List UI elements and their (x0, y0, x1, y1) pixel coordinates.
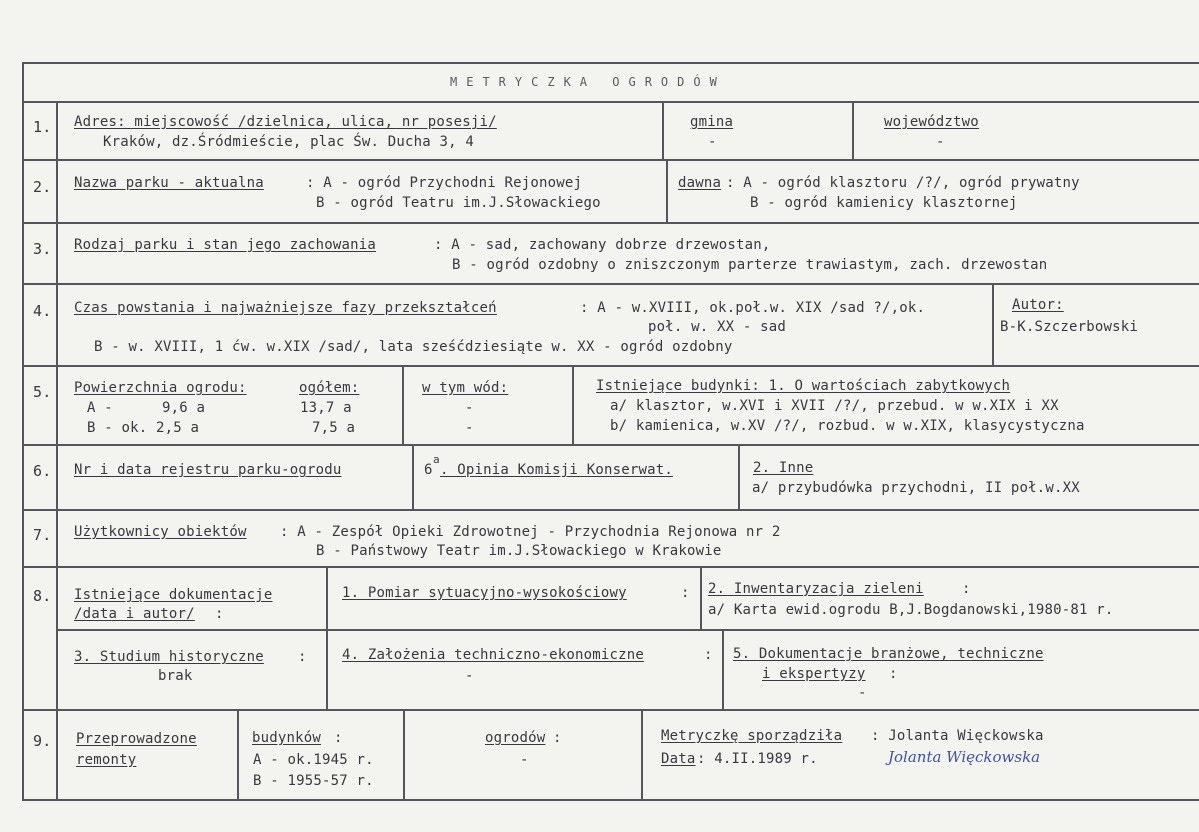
water-a: - (465, 400, 474, 416)
v-r8a (326, 566, 328, 709)
branch-value: - (858, 685, 867, 701)
tech-colon: : (704, 647, 713, 663)
border-top (22, 62, 1199, 64)
voivodeship-value: - (936, 134, 945, 150)
tech-label: 4. Założenia techniczno-ekonomiczne (342, 647, 645, 663)
repairs-buildings-label: budynków (252, 730, 322, 746)
rule-6 (22, 509, 1199, 511)
history-label: Czas powstania i najważniejsze fazy przekształceń (74, 300, 497, 316)
repairs-label-2: remonty (76, 752, 137, 768)
address-label: Adres: miejscowość /dzielnica, ulica, nr posesji/ (74, 114, 497, 130)
area-b-label: B - ok. 2,5 a (87, 420, 200, 436)
users-line1: : A - Zespół Opieki Zdrowotnej - Przychodnia Rejonowa nr 2 (280, 524, 781, 540)
v-r1b (852, 101, 854, 159)
water-label: w tym wód: (422, 380, 509, 396)
row-number-8: 8. (33, 587, 52, 605)
repairs-gardens-value: - (520, 752, 529, 768)
prepared-label: Metryczkę sporządziła (661, 728, 843, 744)
repairs-buildings-colon: : (334, 730, 343, 746)
branch-label-2: i ekspertyzy (762, 666, 866, 682)
card-title: METRYCZKA OGRODÓW (450, 75, 726, 89)
former-name-b: B - ogród kamienicy klasztornej (750, 195, 1018, 211)
branch-colon: : (889, 666, 898, 682)
v-r2 (666, 159, 668, 222)
area-a-value: 9,6 a (162, 400, 206, 416)
area-a-label: A - (87, 400, 113, 416)
author-value: B-K.Szczerbowski (1000, 319, 1139, 335)
row-number-3: 3. (33, 240, 52, 258)
signature: Jolanta Więckowska (888, 748, 1041, 766)
current-name-a: : A - ogród Przychodni Rejonowej (306, 175, 583, 191)
row-number-9: 9. (33, 732, 52, 750)
row-number-5: 5. (33, 383, 52, 401)
date-value: : 4.II.1989 r. (697, 751, 818, 767)
row-number-6: 6. (33, 462, 52, 480)
v-r5b (572, 365, 574, 444)
gmina-value: - (708, 134, 717, 150)
area-label: Powierzchnia ogrodu: (74, 380, 247, 396)
area-total-label: ogółem: (299, 380, 360, 396)
rule-4 (22, 365, 1199, 367)
opinion-number: 6 (424, 462, 433, 478)
row-number-4: 4. (33, 302, 52, 320)
inventory-value: a/ Karta ewid.ogrodu B,J.Bogdanowski,1980-81 r. (708, 602, 1114, 618)
other-label: 2. Inne (753, 460, 814, 476)
v-r9a (237, 709, 239, 799)
gmina-label: gmina (690, 114, 734, 130)
repairs-buildings-b: B - 1955-57 r. (253, 773, 374, 789)
docs-colon: : (215, 606, 224, 622)
v-r9c (641, 709, 643, 799)
users-label: Użytkownicy obiektów (74, 524, 247, 540)
rule-1 (22, 159, 1199, 161)
author-label: Autor: (1012, 297, 1064, 313)
current-name-label: Nazwa parku - aktualna (74, 175, 264, 191)
inventory-colon: : (962, 581, 971, 597)
number-column-rule (56, 101, 58, 801)
v-r1a (662, 101, 664, 159)
area-b-total: 7,5 a (312, 420, 356, 436)
rule-7 (22, 566, 1199, 568)
opinion-label: . Opinia Komisji Konserwat. (440, 462, 673, 478)
date-label: Data (661, 751, 696, 767)
water-b: - (465, 420, 474, 436)
other-value: a/ przybudówka przychodni, II poł.w.XX (752, 480, 1080, 496)
rule-2 (22, 222, 1199, 224)
voivodeship-label: województwo (884, 114, 979, 130)
repairs-gardens-label: ogrodów (485, 730, 546, 746)
row-number-1: 1. (33, 118, 52, 136)
row-number-7: 7. (33, 526, 52, 544)
measure-colon: : (681, 585, 690, 601)
park-type-label: Rodzaj parku i stan jego zachowania (74, 237, 377, 253)
users-line2: B - Państwowy Teatr im.J.Słowackiego w Krakowie (316, 543, 722, 559)
history-line2: poł. w. XX - sad (648, 319, 787, 335)
registry-label: Nr i data rejestru parku-ogrodu (74, 462, 342, 478)
history-line1: : A - w.XVIII, ok.poł.w. XIX /sad ?/,ok. (580, 300, 926, 316)
buildings-b: b/ kamienica, w.XV /?/, rozbud. w w.XIX, klasycystyczna (610, 418, 1085, 434)
v-r6a (412, 444, 414, 509)
measure-label: 1. Pomiar sytuacyjno-wysokościowy (342, 585, 627, 601)
former-name-label: dawna (678, 175, 722, 191)
rule-8a (56, 629, 1199, 631)
rule-8 (22, 709, 1199, 711)
v-r8c (722, 629, 724, 709)
history-line3: B - w. XVIII, 1 ćw. w.XIX /sad/, lata sześćdziesiąte w. XX - ogród ozdobny (94, 339, 733, 355)
address-value: Kraków, dz.Śródmieście, plac Św. Ducha 3, 4 (103, 134, 475, 150)
buildings-a: a/ klasztor, w.XVI i XVII /?/, przebud. w w.XIX i XX (610, 398, 1059, 414)
border-left (22, 62, 24, 801)
docs-label-1: Istniejące dokumentacje (74, 587, 273, 603)
v-r4 (992, 283, 994, 365)
repairs-buildings-a: A - ok.1945 r. (253, 752, 374, 768)
v-r9b (403, 709, 405, 799)
current-name-b: B - ogród Teatru im.J.Słowackiego (316, 195, 601, 211)
v-r5a (402, 365, 404, 444)
branch-label-1: 5. Dokumentacje branżowe, techniczne (733, 646, 1044, 662)
row-number-2: 2. (33, 178, 52, 196)
v-r6b (738, 444, 740, 509)
border-bottom (22, 799, 1199, 801)
study-value: brak (158, 668, 193, 684)
study-label: 3. Studium historyczne (74, 649, 264, 665)
area-a-total: 13,7 a (300, 400, 352, 416)
park-type-line1: : A - sad, zachowany dobrze drzewostan, (434, 237, 771, 253)
repairs-label-1: Przeprowadzone (76, 731, 197, 747)
v-r8b (700, 566, 702, 629)
docs-label-2: /data i autor/ (74, 606, 195, 622)
rule-3 (22, 283, 1199, 285)
opinion-superscript: a (433, 453, 440, 466)
study-colon: : (298, 649, 307, 665)
prepared-value: : Jolanta Więckowska (871, 728, 1044, 744)
repairs-gardens-colon: : (553, 730, 562, 746)
former-name-a: : A - ogród klasztoru /?/, ogród prywatny (726, 175, 1080, 191)
park-type-line2: B - ogród ozdobny o zniszczonym parterze trawiastym, zach. drzewostan (452, 257, 1048, 273)
rule-title (22, 101, 1199, 103)
inventory-label: 2. Inwentaryzacja zieleni (708, 581, 924, 597)
tech-value: - (465, 668, 474, 684)
buildings-label: Istniejące budynki: 1. O wartościach zabytkowych (596, 378, 1011, 394)
rule-5 (22, 444, 1199, 446)
